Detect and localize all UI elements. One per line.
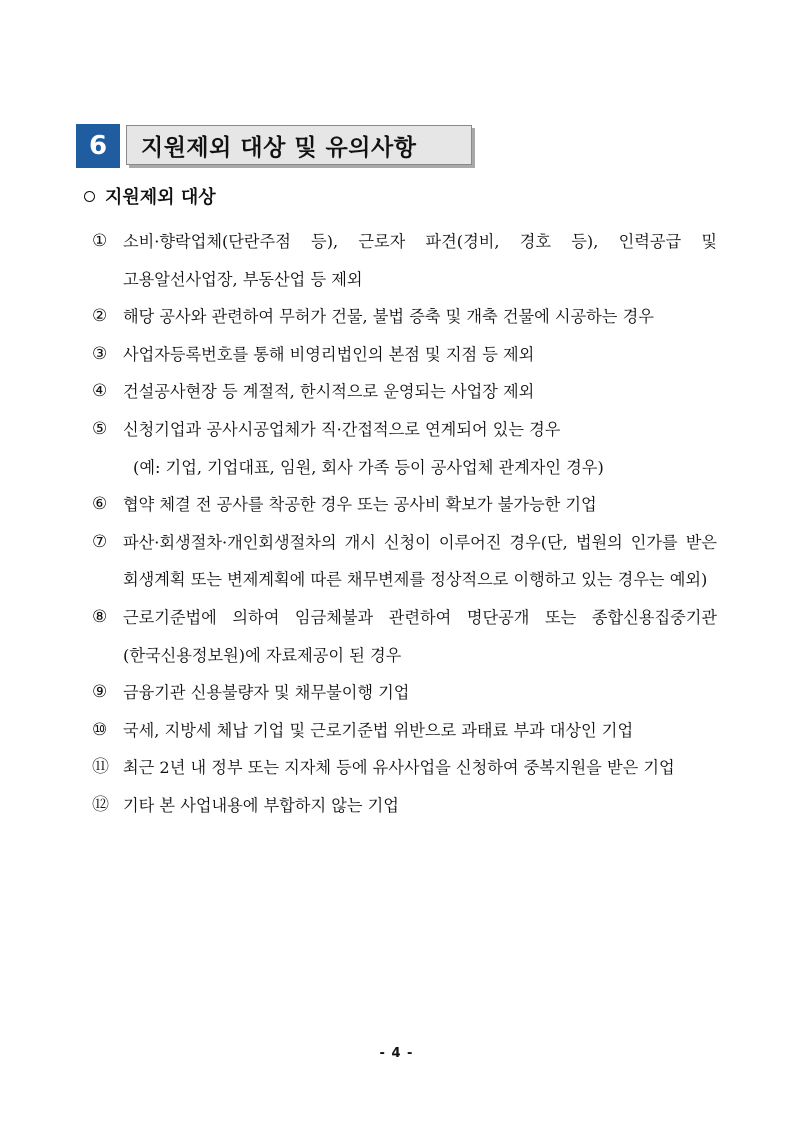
item-text: 금융기관 신용불량자 및 채무불이행 기업: [123, 683, 410, 703]
list-item: [92, 486, 717, 524]
list-item: [92, 223, 717, 298]
item-text: 소비·향락업체(단란주점 등), 근로자 파견(경비, 경호 등), 인력공급 및 고용알선사업장, 부동산업 등 제외: [123, 232, 717, 289]
item-text: 국세, 지방세 체납 기업 및 근로기준법 위반으로 과태료 부과 대상인 기업: [123, 720, 634, 740]
item-text: 근로기준법에 의하여 임금체불과 관련하여 명단공개 또는 종합신용집중기관(한국신용정보원)에 자료제공이 된 경우: [123, 607, 717, 665]
item-number: ⑫: [92, 794, 109, 815]
list-item: [92, 712, 717, 750]
item-number: ⑨: [92, 682, 108, 703]
hollow-circle-bullet-icon: [84, 191, 95, 202]
item-text: 파산·회생절차·개인회생절차의 개시 신청이 이루어진 경우(단, 법원의 인가를 받은 회생계획 또는 변제계획에 따른 채무변제를 정상적으로 이행하고 있는 경우는 예외): [123, 532, 717, 590]
list-item: [92, 411, 717, 486]
subsection-title: 지원제외 대상: [105, 187, 216, 208]
item-note: (예: 기업, 기업대표, 임원, 회사 가족 등이 공사업체 관계자인 경우): [133, 457, 604, 477]
list-item: [92, 373, 717, 411]
item-text: 신청기업과 공사시공업체가 직·간접적으로 연계되어 있는 경우: [123, 419, 561, 439]
item-number: ⑤: [92, 418, 108, 439]
item-number: ③: [92, 343, 108, 364]
item-number: ④: [92, 381, 108, 402]
item-number: ⑦: [92, 531, 108, 552]
item-number: ⑩: [92, 719, 108, 740]
item-text: 사업자등록번호를 통해 비영리법인의 본점 및 지점 등 제외: [123, 344, 535, 364]
item-number: ⑧: [92, 606, 108, 627]
item-number: ②: [92, 306, 108, 327]
list-item: [92, 787, 717, 825]
section-number-badge: 6: [76, 124, 120, 168]
item-number: ⑥: [92, 494, 108, 515]
exclusion-list: [92, 223, 717, 825]
list-item: [92, 336, 717, 374]
section-title: 지원제외 대상 및 유의사항: [126, 125, 472, 165]
item-number: ⑪: [92, 757, 109, 778]
item-text: 건설공사현장 등 계절적, 한시적으로 운영되는 사업장 제외: [123, 382, 535, 402]
list-item: [92, 674, 717, 712]
page-number: - 4 -: [379, 1046, 414, 1061]
list-item: [92, 298, 717, 336]
subsection-heading: [84, 183, 216, 209]
item-text: 해당 공사와 관련하여 무허가 건물, 불법 증축 및 개축 건물에 시공하는 경우: [123, 307, 654, 327]
item-number: ①: [92, 231, 108, 251]
item-text: 협약 체결 전 공사를 착공한 경우 또는 공사비 확보가 불가능한 기업: [123, 495, 597, 515]
list-item: [92, 524, 717, 599]
list-item: [92, 749, 717, 787]
item-text: 기타 본 사업내용에 부합하지 않는 기업: [123, 795, 399, 815]
section-header: [76, 124, 472, 170]
list-item: [92, 599, 717, 674]
item-text: 최근 2년 내 정부 또는 지자체 등에 유사사업을 신청하여 중복지원을 받은 기업: [123, 758, 675, 778]
